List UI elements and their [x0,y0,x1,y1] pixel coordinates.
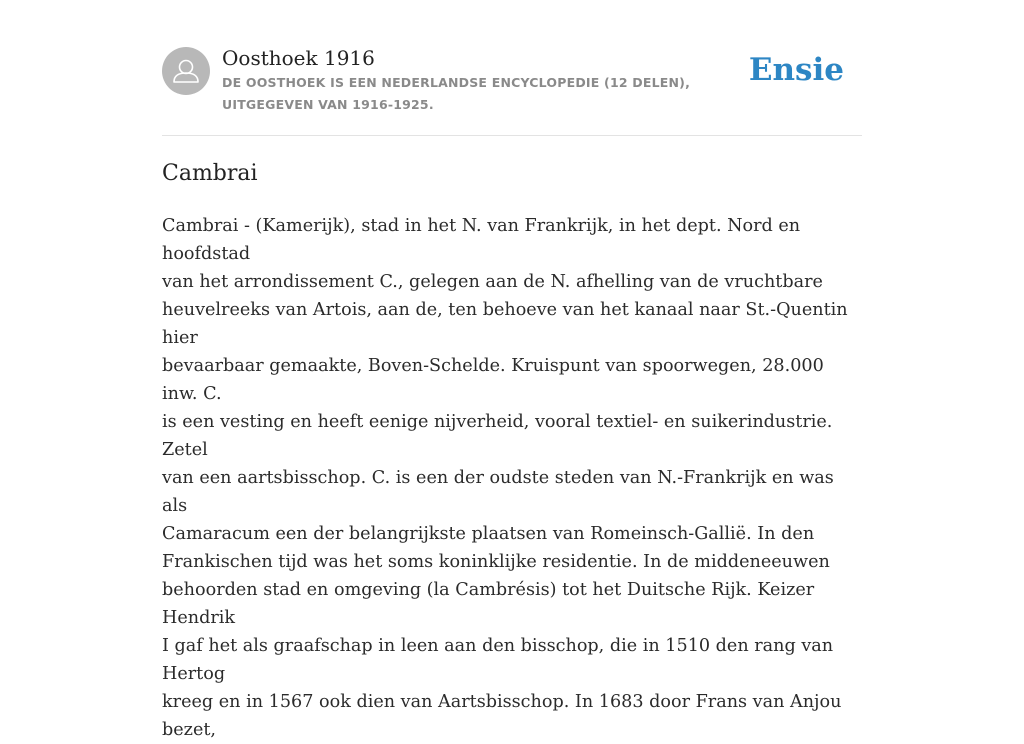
article-line: Frankischen tijd was het soms koninklijke residentie. In de middeneeuwen [162,552,830,572]
article-line: heuvelreeks van Artois, aan de, ten behoeve van het kanaal naar St.-Quentin hier [162,300,848,348]
article-title: Cambrai [162,161,258,186]
avatar[interactable] [162,47,210,95]
ensie-logo[interactable]: Ensie [748,52,844,88]
header-divider [162,135,862,136]
article-line: van een aartsbisschop. C. is een der oudste steden van N.-Frankrijk en was als [162,468,834,516]
article-line: behoorden stad en omgeving (la Cambrésis) tot het Duitsche Rijk. Keizer Hendrik [162,580,815,628]
article-line: I gaf het als graafschap in leen aan den bisschop, die in 1510 den rang van Hertog [162,636,834,684]
article-line: bevaarbaar gemaakte, Boven-Schelde. Kruispunt van spoorwegen, 28.000 inw. C. [162,356,824,404]
article-body [162,212,862,744]
article-line: Camaracum een der belangrijkste plaatsen van Romeinsch-Gallië. In den [162,524,815,544]
source-header [162,46,862,116]
article-line: kreeg en in 1567 ook dien van Aartsbisschop. In 1683 door Frans van Anjou bezet, [162,692,842,740]
article-line: van het arrondissement C., gelegen aan de N. afhelling van de vruchtbare [162,272,823,292]
user-icon [162,47,210,95]
source-name-link[interactable]: Oosthoek 1916 [222,46,375,70]
source-description: DE OOSTHOEK IS EEN NEDERLANDSE ENCYCLOPEDIE (12 DELEN), UITGEGEVEN VAN 1916-1925. [222,75,691,112]
article-line: Cambrai - (Kamerijk), stad in het N. van Frankrijk, in het dept. Nord en hoofdstad [162,216,801,264]
article-line: is een vesting en heeft eenige nijverheid, vooral textiel- en suikerindustrie. Zetel [162,412,833,460]
